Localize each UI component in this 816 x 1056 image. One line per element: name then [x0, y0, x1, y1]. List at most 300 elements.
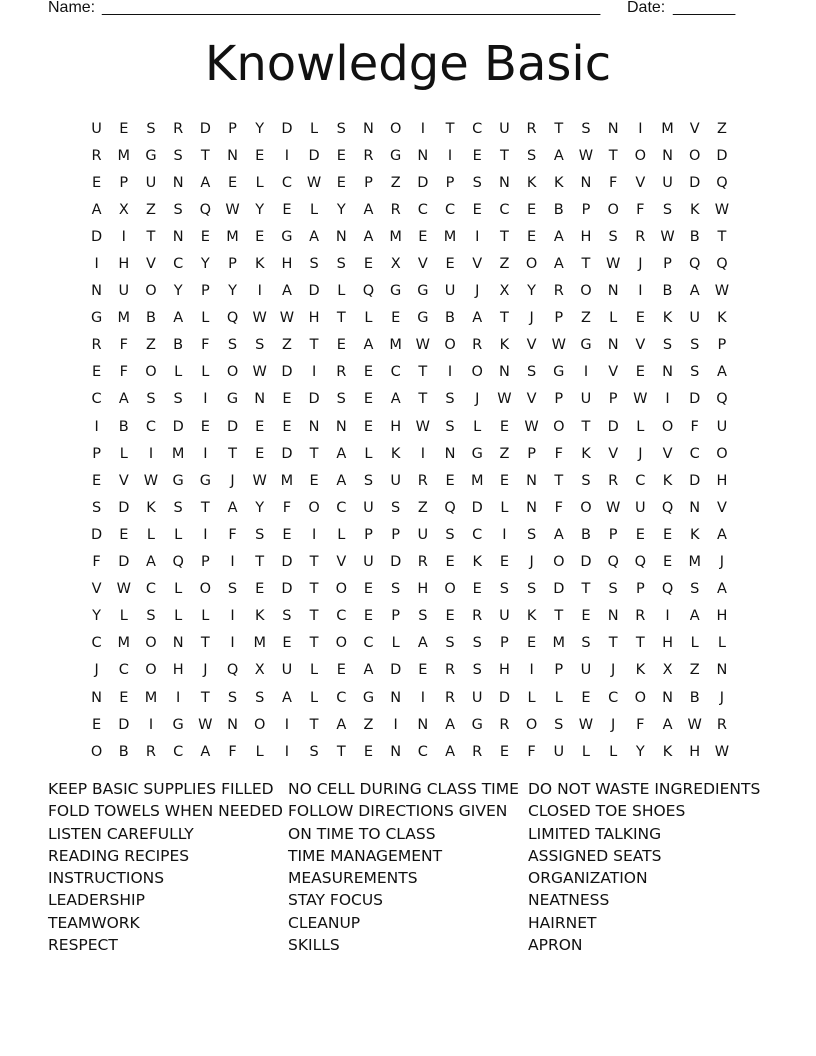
grid-letter[interactable]: R — [173, 120, 184, 137]
grid-letter[interactable]: E — [92, 364, 102, 381]
grid-letter[interactable]: E — [92, 716, 102, 733]
grid-letter[interactable]: A — [716, 581, 727, 598]
grid-letter[interactable]: S — [391, 581, 401, 598]
grid-letter[interactable]: N — [607, 337, 619, 354]
grid-letter[interactable]: U — [471, 689, 483, 706]
grid-letter[interactable]: G — [471, 716, 483, 733]
grid-letter[interactable]: N — [662, 364, 673, 381]
grid-letter[interactable]: J — [475, 283, 480, 300]
grid-letter[interactable]: P — [200, 283, 210, 300]
grid-letter[interactable]: E — [336, 147, 346, 164]
grid-letter[interactable]: O — [444, 581, 456, 598]
grid-letter[interactable]: S — [227, 337, 238, 354]
grid-letter[interactable]: Z — [689, 662, 700, 679]
grid-letter[interactable]: N — [335, 228, 347, 245]
grid-letter[interactable]: O — [634, 689, 647, 706]
grid-letter[interactable]: R — [145, 743, 156, 760]
grid-letter[interactable]: R — [608, 472, 619, 489]
grid-letter[interactable]: I — [502, 526, 507, 543]
grid-letter[interactable]: F — [636, 201, 645, 218]
grid-letter[interactable]: K — [689, 201, 700, 218]
grid-letter[interactable]: J — [203, 662, 208, 679]
grid-letter[interactable]: M — [117, 147, 131, 164]
grid-letter[interactable]: E — [527, 635, 537, 652]
grid-letter[interactable]: O — [335, 635, 347, 652]
grid-letter[interactable]: B — [445, 310, 455, 327]
grid-letter[interactable]: S — [336, 256, 346, 273]
grid-letter[interactable]: K — [526, 608, 537, 625]
grid-letter[interactable]: S — [418, 608, 428, 625]
grid-letter[interactable]: K — [689, 526, 700, 543]
grid-letter[interactable]: A — [281, 283, 292, 300]
grid-letter[interactable]: T — [309, 445, 319, 462]
grid-letter[interactable]: T — [418, 364, 428, 381]
grid-letter[interactable]: I — [230, 635, 235, 652]
grid-letter[interactable]: I — [284, 716, 290, 733]
grid-letter[interactable]: Q — [607, 554, 619, 571]
grid-letter[interactable]: E — [363, 256, 374, 273]
grid-letter[interactable]: D — [308, 391, 320, 408]
grid-letter[interactable]: I — [94, 256, 99, 273]
grid-letter[interactable]: V — [417, 256, 428, 273]
grid-letter[interactable]: W — [497, 391, 512, 408]
grid-letter[interactable]: D — [281, 364, 293, 381]
grid-letter[interactable]: S — [499, 581, 510, 598]
grid-letter[interactable]: U — [716, 418, 728, 435]
grid-letter[interactable]: O — [607, 201, 619, 218]
grid-letter[interactable]: B — [689, 689, 700, 706]
grid-letter[interactable]: S — [91, 499, 102, 516]
grid-letter[interactable]: N — [308, 418, 320, 435]
grid-letter[interactable]: R — [417, 554, 428, 571]
grid-letter[interactable]: E — [445, 472, 455, 489]
grid-letter[interactable]: M — [144, 689, 158, 706]
grid-letter[interactable]: S — [472, 635, 482, 652]
grid-letter[interactable]: M — [117, 310, 131, 327]
grid-letter[interactable]: A — [363, 201, 374, 218]
grid-letter[interactable]: P — [527, 445, 536, 462]
grid-letter[interactable]: W — [279, 310, 295, 327]
grid-letter[interactable]: Z — [146, 201, 156, 218]
grid-letter[interactable]: O — [553, 554, 565, 571]
grid-letter[interactable]: W — [551, 337, 566, 354]
grid-letter[interactable]: I — [230, 554, 235, 571]
grid-letter[interactable]: J — [475, 391, 480, 408]
grid-letter[interactable]: D — [689, 174, 701, 191]
grid-letter[interactable]: O — [634, 147, 647, 164]
grid-letter[interactable]: E — [472, 147, 482, 164]
grid-letter[interactable]: Z — [146, 337, 156, 354]
grid-letter[interactable]: X — [390, 256, 401, 273]
grid-letter[interactable]: N — [390, 743, 402, 760]
grid-letter[interactable]: P — [635, 581, 645, 598]
grid-letter[interactable]: N — [607, 120, 619, 137]
grid-letter[interactable]: E — [418, 228, 428, 245]
grid-letter[interactable]: C — [281, 174, 292, 191]
grid-letter[interactable]: F — [228, 743, 237, 760]
grid-letter[interactable]: Q — [172, 554, 184, 571]
grid-letter[interactable]: A — [281, 689, 292, 706]
grid-letter[interactable]: E — [635, 364, 645, 381]
grid-letter[interactable]: C — [444, 201, 456, 218]
grid-letter[interactable]: Q — [199, 201, 212, 218]
grid-letter[interactable]: O — [389, 120, 402, 137]
grid-letter[interactable]: O — [199, 581, 212, 598]
grid-letter[interactable]: E — [255, 581, 265, 598]
grid-letter[interactable]: X — [118, 201, 129, 218]
grid-letter[interactable]: I — [230, 608, 235, 625]
grid-letter[interactable]: S — [554, 716, 564, 733]
grid-letter[interactable]: P — [608, 391, 618, 408]
grid-letter[interactable]: S — [227, 689, 238, 706]
grid-letter[interactable]: W — [524, 418, 539, 435]
grid-letter[interactable]: D — [580, 554, 592, 571]
grid-letter[interactable]: T — [554, 120, 564, 137]
grid-letter[interactable]: S — [309, 743, 319, 760]
grid-letter[interactable]: S — [608, 581, 618, 598]
grid-letter[interactable]: E — [445, 608, 455, 625]
grid-letter[interactable]: E — [635, 310, 645, 327]
grid-letter[interactable]: Y — [255, 499, 265, 516]
grid-letter[interactable]: K — [254, 256, 265, 273]
grid-letter[interactable]: E — [92, 174, 102, 191]
grid-letter[interactable]: E — [119, 120, 129, 137]
grid-letter[interactable]: V — [526, 337, 537, 354]
grid-letter[interactable]: U — [580, 391, 592, 408]
grid-letter[interactable]: C — [173, 743, 184, 760]
grid-letter[interactable]: A — [173, 310, 184, 327]
grid-letter[interactable]: T — [255, 554, 265, 571]
grid-letter[interactable]: V — [91, 581, 102, 598]
grid-letter[interactable]: S — [445, 635, 455, 652]
grid-letter[interactable]: H — [580, 228, 592, 245]
grid-letter[interactable]: A — [146, 554, 156, 571]
grid-letter[interactable]: A — [390, 391, 401, 408]
grid-letter[interactable]: S — [690, 581, 700, 598]
grid-letter[interactable]: M — [253, 635, 266, 652]
grid-letter[interactable]: E — [499, 554, 509, 571]
grid-letter[interactable]: T — [608, 147, 618, 164]
grid-letter[interactable]: S — [173, 201, 183, 218]
grid-letter[interactable]: L — [364, 310, 373, 327]
grid-letter[interactable]: N — [716, 662, 728, 679]
grid-letter[interactable]: D — [91, 228, 103, 245]
grid-letter[interactable]: W — [116, 581, 131, 598]
grid-letter[interactable]: V — [716, 499, 727, 516]
grid-letter[interactable]: Y — [527, 283, 537, 300]
grid-letter[interactable]: E — [119, 526, 129, 543]
grid-letter[interactable]: W — [605, 499, 621, 516]
grid-letter[interactable]: G — [362, 689, 375, 706]
grid-letter[interactable]: T — [309, 635, 319, 652]
grid-letter[interactable]: N — [417, 716, 429, 733]
grid-letter[interactable]: W — [143, 472, 159, 489]
grid-letter[interactable]: G — [471, 445, 483, 462]
grid-letter[interactable]: T — [309, 581, 319, 598]
grid-letter[interactable]: R — [472, 608, 483, 625]
grid-letter[interactable]: L — [310, 201, 319, 218]
grid-letter[interactable]: C — [336, 689, 347, 706]
grid-letter[interactable]: Z — [499, 445, 510, 462]
grid-letter[interactable]: E — [527, 228, 537, 245]
grid-letter[interactable]: A — [200, 743, 211, 760]
grid-letter[interactable]: W — [660, 228, 675, 245]
grid-letter[interactable]: D — [498, 689, 510, 706]
grid-letter[interactable]: U — [281, 662, 293, 679]
grid-letter[interactable]: W — [415, 418, 431, 435]
grid-letter[interactable]: N — [526, 499, 538, 516]
grid-letter[interactable]: R — [635, 608, 646, 625]
grid-letter[interactable]: A — [363, 337, 374, 354]
grid-letter[interactable]: R — [444, 689, 456, 706]
grid-letter[interactable]: U — [553, 743, 565, 760]
grid-letter[interactable]: H — [716, 472, 728, 489]
grid-letter[interactable]: W — [225, 201, 240, 218]
grid-letter[interactable]: A — [472, 310, 483, 327]
grid-letter[interactable]: C — [635, 472, 646, 489]
grid-letter[interactable]: F — [690, 418, 699, 435]
grid-letter[interactable]: G — [172, 716, 184, 733]
grid-letter[interactable]: G — [417, 283, 429, 300]
grid-letter[interactable]: N — [498, 364, 510, 381]
grid-letter[interactable]: E — [635, 526, 645, 543]
grid-letter[interactable]: P — [391, 526, 401, 543]
grid-letter[interactable]: O — [525, 256, 538, 273]
grid-letter[interactable]: D — [689, 391, 701, 408]
grid-letter[interactable]: A — [662, 716, 673, 733]
grid-letter[interactable]: D — [281, 120, 293, 137]
grid-letter[interactable]: F — [527, 743, 536, 760]
grid-letter[interactable]: S — [445, 526, 455, 543]
grid-letter[interactable]: A — [336, 716, 347, 733]
grid-letter[interactable]: C — [336, 608, 347, 625]
grid-letter[interactable]: K — [717, 310, 727, 327]
grid-letter[interactable]: E — [200, 228, 210, 245]
grid-letter[interactable]: C — [417, 743, 428, 760]
grid-letter[interactable]: M — [552, 635, 566, 652]
grid-letter[interactable]: N — [172, 635, 184, 652]
grid-letter[interactable]: Q — [689, 256, 701, 273]
grid-letter[interactable]: V — [336, 554, 347, 571]
grid-letter[interactable]: O — [553, 418, 565, 435]
grid-letter[interactable]: S — [173, 499, 183, 516]
grid-letter[interactable]: D — [308, 147, 320, 164]
grid-letter[interactable]: Q — [716, 391, 728, 408]
grid-letter[interactable]: O — [580, 283, 592, 300]
grid-letter[interactable]: N — [607, 608, 619, 625]
grid-letter[interactable]: V — [526, 391, 537, 408]
grid-letter[interactable]: U — [363, 499, 374, 516]
grid-letter[interactable]: E — [391, 310, 401, 327]
grid-letter[interactable]: C — [417, 201, 428, 218]
grid-letter[interactable]: P — [200, 554, 210, 571]
grid-letter[interactable]: L — [690, 635, 699, 652]
grid-letter[interactable]: B — [145, 310, 156, 327]
grid-letter[interactable]: E — [255, 445, 265, 462]
grid-letter[interactable]: P — [445, 174, 455, 191]
grid-letter[interactable]: B — [118, 743, 129, 760]
grid-letter[interactable]: L — [310, 689, 319, 706]
grid-letter[interactable]: L — [310, 662, 319, 679]
grid-letter[interactable]: O — [689, 147, 701, 164]
grid-letter[interactable]: U — [662, 174, 673, 191]
grid-letter[interactable]: G — [390, 147, 402, 164]
grid-letter[interactable]: H — [281, 256, 293, 273]
grid-letter[interactable]: G — [390, 283, 402, 300]
grid-letter[interactable]: J — [529, 310, 534, 327]
grid-letter[interactable]: S — [336, 391, 346, 408]
grid-letter[interactable]: T — [309, 554, 319, 571]
grid-letter[interactable]: R — [91, 147, 102, 164]
grid-letter[interactable]: I — [148, 445, 154, 462]
grid-letter[interactable]: L — [174, 364, 183, 381]
grid-letter[interactable]: C — [336, 499, 347, 516]
grid-letter[interactable]: V — [472, 256, 483, 273]
grid-letter[interactable]: A — [445, 716, 455, 733]
grid-letter[interactable]: K — [635, 662, 646, 679]
grid-letter[interactable]: M — [389, 337, 402, 354]
grid-letter[interactable]: A — [553, 228, 564, 245]
grid-letter[interactable]: Z — [281, 337, 292, 354]
grid-letter[interactable]: Q — [716, 174, 728, 191]
grid-letter[interactable]: C — [472, 120, 483, 137]
grid-letter[interactable]: X — [662, 662, 673, 679]
grid-letter[interactable]: N — [363, 120, 374, 137]
grid-letter[interactable]: O — [716, 445, 728, 462]
grid-letter[interactable]: E — [336, 662, 346, 679]
grid-letter[interactable]: S — [472, 174, 482, 191]
grid-letter[interactable]: O — [308, 499, 320, 516]
grid-letter[interactable]: E — [255, 147, 265, 164]
grid-letter[interactable]: S — [526, 581, 537, 598]
grid-letter[interactable]: S — [526, 364, 537, 381]
grid-letter[interactable]: I — [176, 689, 181, 706]
grid-letter[interactable]: E — [92, 472, 102, 489]
grid-letter[interactable]: E — [336, 337, 346, 354]
grid-letter[interactable]: P — [608, 526, 618, 543]
grid-letter[interactable]: J — [611, 662, 616, 679]
grid-letter[interactable]: Y — [92, 608, 102, 625]
grid-letter[interactable]: S — [309, 256, 319, 273]
grid-letter[interactable]: O — [254, 716, 266, 733]
grid-letter[interactable]: N — [172, 174, 184, 191]
grid-letter[interactable]: I — [284, 743, 290, 760]
grid-letter[interactable]: D — [118, 716, 130, 733]
grid-letter[interactable]: G — [553, 364, 565, 381]
grid-letter[interactable]: A — [553, 256, 564, 273]
grid-letter[interactable]: E — [527, 201, 537, 218]
grid-letter[interactable]: I — [475, 228, 480, 245]
grid-letter[interactable]: L — [581, 743, 591, 760]
grid-letter[interactable]: O — [145, 662, 157, 679]
grid-letter[interactable]: W — [306, 174, 322, 191]
grid-letter[interactable]: R — [363, 147, 374, 164]
grid-letter[interactable]: U — [580, 662, 592, 679]
grid-letter[interactable]: Y — [255, 120, 265, 137]
grid-letter[interactable]: O — [580, 499, 592, 516]
grid-letter[interactable]: N — [172, 228, 184, 245]
grid-letter[interactable]: M — [470, 472, 484, 489]
grid-letter[interactable]: I — [529, 662, 534, 679]
grid-letter[interactable]: T — [336, 310, 346, 327]
grid-letter[interactable]: N — [417, 147, 429, 164]
grid-letter[interactable]: C — [499, 201, 510, 218]
grid-letter[interactable]: L — [119, 608, 128, 625]
grid-letter[interactable]: Z — [417, 499, 428, 516]
grid-letter[interactable]: F — [282, 499, 292, 516]
grid-letter[interactable]: E — [418, 662, 428, 679]
grid-letter[interactable]: K — [254, 608, 265, 625]
grid-letter[interactable]: J — [529, 554, 534, 571]
grid-letter[interactable]: E — [581, 689, 591, 706]
grid-letter[interactable]: C — [689, 445, 700, 462]
grid-letter[interactable]: D — [607, 418, 619, 435]
grid-letter[interactable]: V — [689, 120, 700, 137]
grid-letter[interactable]: A — [363, 228, 374, 245]
grid-letter[interactable]: D — [390, 554, 402, 571]
grid-letter[interactable]: L — [174, 608, 183, 625]
grid-letter[interactable]: E — [309, 472, 319, 489]
grid-letter[interactable]: O — [145, 283, 157, 300]
grid-letter[interactable]: S — [690, 337, 700, 354]
grid-letter[interactable]: T — [608, 635, 618, 652]
grid-letter[interactable]: J — [611, 716, 616, 733]
grid-letter[interactable]: U — [91, 120, 102, 137]
grid-letter[interactable]: E — [363, 418, 374, 435]
grid-letter[interactable]: V — [662, 445, 673, 462]
grid-letter[interactable]: W — [605, 256, 621, 273]
grid-letter[interactable]: S — [173, 391, 183, 408]
grid-letter[interactable]: N — [662, 689, 673, 706]
grid-letter[interactable]: E — [445, 554, 455, 571]
grid-letter[interactable]: S — [146, 391, 156, 408]
grid-letter[interactable]: K — [554, 174, 564, 191]
grid-letter[interactable]: P — [119, 174, 129, 191]
grid-letter[interactable]: A — [689, 608, 700, 625]
grid-letter[interactable]: Z — [581, 310, 591, 327]
grid-letter[interactable]: L — [527, 689, 536, 706]
grid-letter[interactable]: G — [199, 472, 211, 489]
grid-letter[interactable]: S — [690, 364, 700, 381]
grid-letter[interactable]: N — [335, 418, 347, 435]
grid-letter[interactable]: I — [638, 283, 643, 300]
grid-letter[interactable]: T — [499, 228, 509, 245]
grid-letter[interactable]: F — [119, 364, 128, 381]
grid-letter[interactable]: I — [665, 608, 670, 625]
grid-letter[interactable]: R — [91, 337, 102, 354]
grid-letter[interactable]: U — [689, 310, 701, 327]
grid-letter[interactable]: S — [227, 581, 238, 598]
grid-letter[interactable]: T — [309, 337, 319, 354]
grid-letter[interactable]: D — [91, 526, 103, 543]
grid-letter[interactable]: T — [200, 689, 210, 706]
grid-letter[interactable]: I — [203, 526, 208, 543]
grid-letter[interactable]: J — [638, 445, 643, 462]
grid-letter[interactable]: S — [445, 418, 455, 435]
grid-letter[interactable]: M — [443, 228, 457, 245]
grid-letter[interactable]: P — [554, 391, 564, 408]
grid-letter[interactable]: S — [526, 526, 537, 543]
grid-letter[interactable]: E — [662, 526, 673, 543]
grid-letter[interactable]: G — [281, 228, 293, 245]
grid-letter[interactable]: O — [145, 635, 157, 652]
grid-letter[interactable]: P — [663, 256, 672, 273]
grid-letter[interactable]: M — [117, 635, 131, 652]
grid-letter[interactable]: I — [121, 228, 126, 245]
grid-letter[interactable]: T — [200, 499, 210, 516]
grid-letter[interactable]: R — [472, 743, 483, 760]
grid-letter[interactable]: T — [309, 716, 319, 733]
